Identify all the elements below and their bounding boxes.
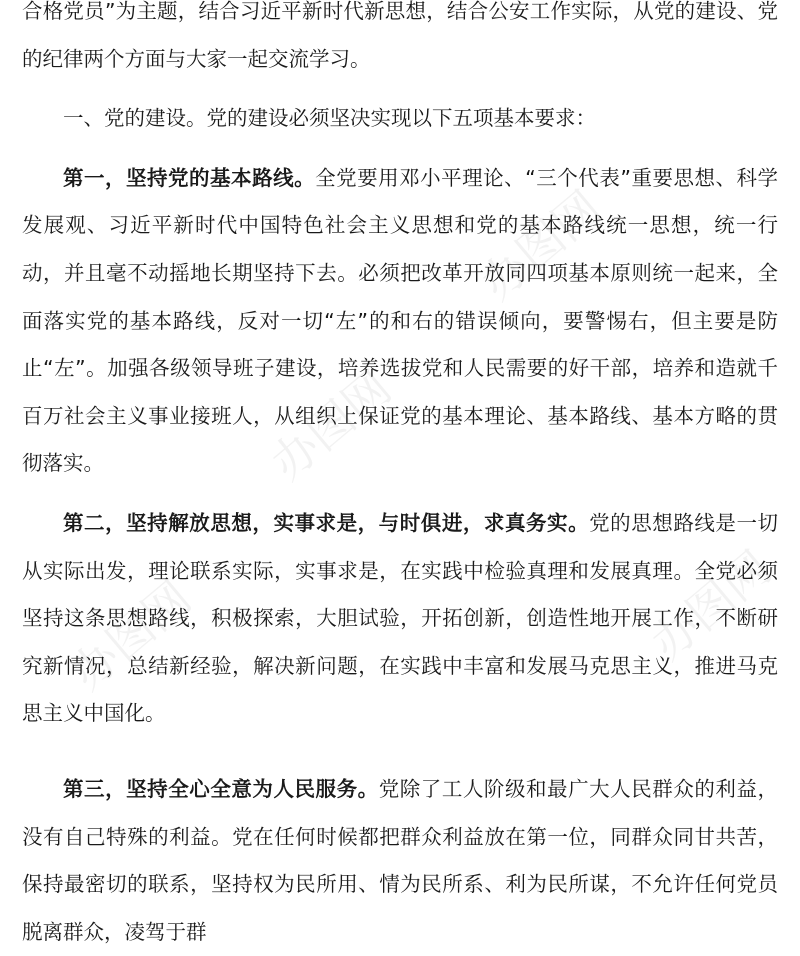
paragraph-requirement-3	[22, 766, 778, 956]
document-page	[22, 0, 778, 956]
watermark-3: 办图网	[640, 540, 782, 671]
paragraph-section-heading	[22, 95, 778, 143]
paragraph-requirement-1	[22, 155, 778, 488]
paragraph-lead: 第三，坚持全心全意为人民服务。	[63, 776, 379, 801]
paragraph-intro	[22, 0, 778, 83]
paragraph-body: 党除了工人阶级和最广大人民群众的利益，没有自己特殊的利益。党在任何时候都把群众利益放在第一位，同群众同甘共苦，保持最密切的联系，坚持权为民所用、情为民所系、利为民所谋，不允许任何党员脱离群众，凌驾于群	[22, 776, 779, 944]
paragraph-body: 全党要用邓小平理论、“三个代表”重要思想、科学发展观、习近平新时代中国特色社会主义思想和党的基本路线统一思想，统一行动，并且毫不动摇地长期坚持下去。必须把改革开放同四项基本原则统一起来，全面落实党的基本路线，反对一切“左”的和右的错误倾向，要警惕右，但主要是防止“左”。加强各级领导班子建设，培养选拔党和人民需要的好干部，培养和造就千百万社会主义事业接班人，从组织上保证党的基本理论、基本路线、基本方略的贯彻落实。	[22, 165, 778, 476]
watermark-2: 办图网	[260, 360, 402, 491]
paragraph-lead: 第二，坚持解放思想，实事求是，与时俱进，求真务实。	[63, 510, 590, 535]
paragraph-lead: 第一，坚持党的基本路线。	[63, 165, 316, 190]
paragraph-body: 合格党员”为主题，结合习近平新时代新思想，结合公安工作实际，从党的建设、党的纪律两个方面与大家一起交流学习。	[22, 0, 778, 71]
watermark-1: 办图网	[470, 180, 612, 311]
paragraph-body: 党的思想路线是一切从实际出发，理论联系实际，实事求是，在实践中检验真理和发展真理。全党必须坚持这条思想路线，积极探索，大胆试验，开拓创新，创造性地开展工作，不断研究新情况，总结新经验，解决新问题，在实践中丰富和发展马克思主义，推进马克思主义中国化。	[22, 510, 779, 726]
watermark-4: 办图网	[60, 570, 202, 701]
paragraph-requirement-2	[22, 500, 778, 738]
paragraph-body: 一、党的建设。党的建设必须坚决实现以下五项基本要求：	[63, 106, 596, 131]
